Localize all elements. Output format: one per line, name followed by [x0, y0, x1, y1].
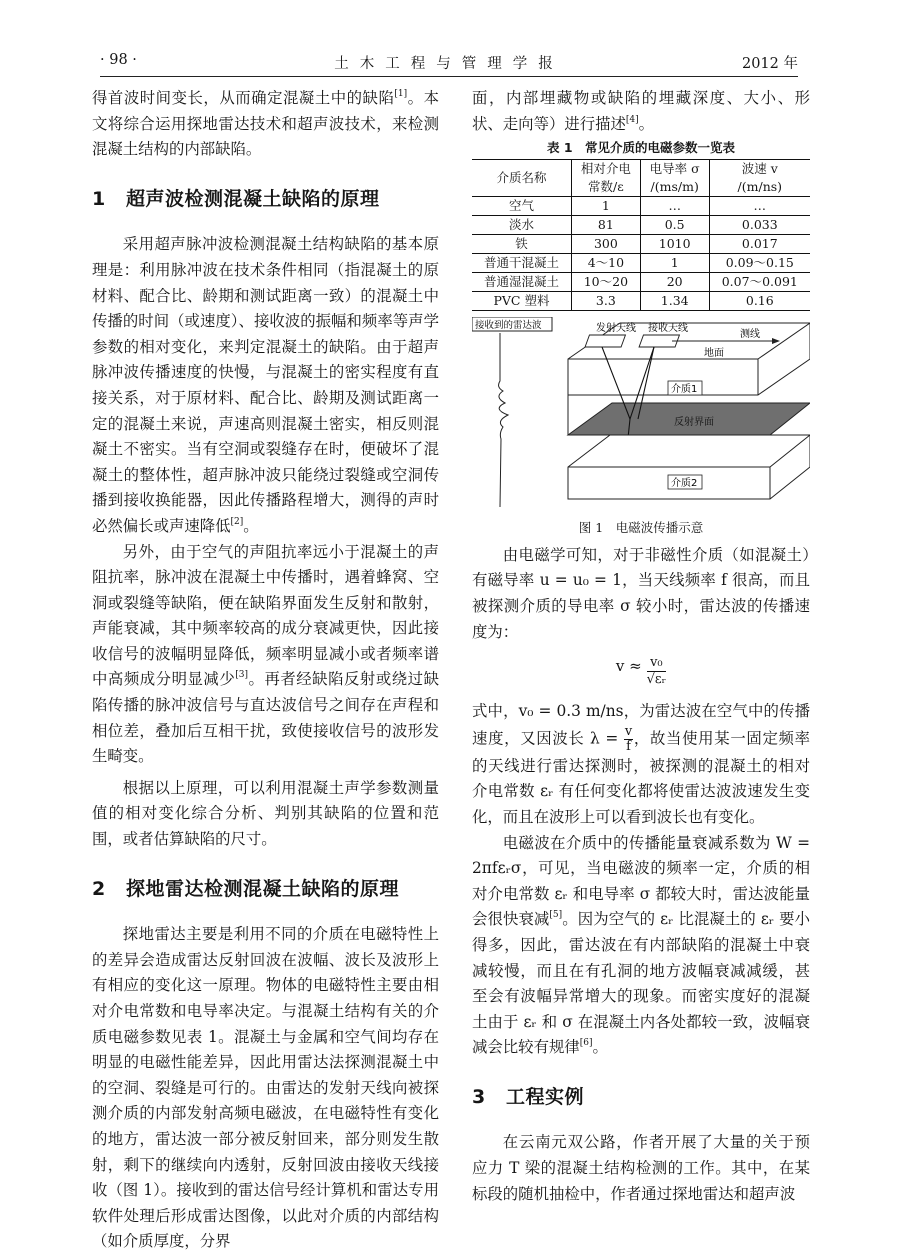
paragraph: 式中，v₀ = 0.3 m/ns，为雷达波在空气中的传播速度，又因波长 λ = $\frac{v}{f}$ ，故当使用某一固定频率的天线进行雷达探测时，被探测的混凝土的相对介电常数 εᵣ 有任何变化都将使雷达波波速发生变化，而且在波形上可以看到波长也有变化。 [472, 702, 810, 826]
figure-caption: 图 1 电磁波传播示意 [578, 520, 704, 536]
velocity-formula: v ≈ $\frac{\text{v₀}}{\text{√εᵣ}}$ [615, 655, 667, 688]
fig-label-line: 测线 [740, 329, 760, 341]
section-heading-3: 3 工程实例 [472, 1085, 585, 1108]
table-row: 淡水 81 0.5 0.033 [472, 216, 810, 235]
radar-propagation-diagram [472, 317, 810, 509]
citation[interactable]: [5] [549, 910, 563, 921]
paragraph: 根据以上原理，可以利用混凝土声学参数测量值的相对变化综合分析、判别其缺陷的位置和范围，或者估算缺陷的尺寸。 [92, 778, 439, 849]
fig-label-medium2: 介质2 [671, 478, 698, 490]
journal-title: 土木工程与管理学报 [334, 56, 564, 72]
table-header: 波速 v [709, 160, 810, 179]
paragraph: 采用超声脉冲波检测混凝土结构缺陷的基本原理是：利用脉冲波在技术条件相同（指混凝土的原材料、配合比、龄期和测试距离一致）的混凝土中传播的时间（或速度）、接收波的振幅和频率等声学参数的相对变化，来判定混凝土的缺陷。由于超声脉冲波传播速度的快慢，与混凝土的密实程度有直接关系，对于原材料、配合比、龄期及测试距离一定的混凝土来说，声速高则混凝土密实，相反则混凝土不密实。当有空洞或裂缝存在时，便破坏了混凝土的整体性，超声脉冲波只能绕过裂缝或空洞传播到接收换能器，因此传播路程增大，测得的声时必然偏长或声速降低[2]。 [92, 235, 439, 535]
tx-antenna [585, 335, 625, 347]
section-heading-1: 1 超声波检测混凝土缺陷的原理 [92, 187, 380, 210]
table-row: PVC 塑料 3.3 1.34 0.16 [472, 292, 810, 311]
fig-label-interface: 反射界面 [674, 417, 714, 429]
paragraph: 电磁波在介质中的传播能量衰减系数为 W = 2πfεᵣσ，可见，当电磁波的频率一定，介质的相对介电常数 εᵣ 和电导率 σ 都较大时，雷达波能量会很快衰减[5]。因为空气的 εᵣ 比混凝土的 εᵣ 要小得多，因此，雷达波在有内部缺陷的混凝土中衰减较慢，而且在有孔洞的地方波幅衰减减缓，甚至会有波幅异常增大的现象。而密实度好的混凝土由于 εᵣ 和 σ 在混凝土内各处都较一致，波幅衰减会比较有规律[6]。 [472, 833, 810, 1057]
paragraph: 探地雷达主要是利用不同的介质在电磁特性上的差异会造成雷达反射回波在波幅、波长及波形上有相应的变化这一原理。物体的电磁特性主要由相对介电常数和电导率决定。与混凝土结构有关的介质电磁参数见表 1。混凝土与金属和空气间均存在明显的电磁性能差异，因此用雷达法探测混凝土中的空洞、裂缝是可行的。由雷达的发射天线向被探测介质的内部发射高频电磁波，在电磁特性有变化的地方，雷达波一部分被反射回来，部分则发生散射，剩下的继续向内透射，反射回波由接收天线接收（图 1）。接收到的雷达信号经计算机和雷达专用软件处理后形成雷达图像，以此对介质的内部结构（如介质厚度，分界 [92, 925, 439, 1251]
paragraph: 由电磁学可知，对于非磁性介质（如混凝土）有磁导率 u = u₀ = 1，当天线频率 f 很高，而且被探测介质的导电率 σ 较小时，雷达波的传播速度为： [472, 545, 810, 641]
table-row: 铁 300 1010 0.017 [472, 235, 810, 254]
em-parameters-table [472, 159, 810, 311]
paragraph: 得首波时间变长，从而确定混凝土中的缺陷[1]。本文将综合运用探地雷达技术和超声波技术，来检测混凝土结构的内部缺陷。 [92, 89, 439, 159]
citation[interactable]: [4] [625, 114, 639, 125]
citation[interactable]: [6] [579, 1038, 593, 1049]
paragraph: 面，内部埋藏物或缺陷的埋藏深度、大小、形状、走向等）进行描述[4]。 [472, 89, 810, 133]
issue-year: 2012 年 [741, 56, 798, 72]
section-heading-2: 2 探地雷达检测混凝土缺陷的原理 [92, 877, 400, 900]
left-column [92, 86, 439, 1255]
citation[interactable]: [1] [394, 89, 408, 99]
citation[interactable]: [3] [235, 670, 248, 681]
paragraph: 在云南元双公路，作者开展了大量的关于预应力 T 梁的混凝土结构检测的工作。其中，在某标段的随机抽检中，作者通过探地雷达和超声波 [472, 1133, 810, 1203]
table-row: 普通湿混凝土 10～20 20 0.07～0.091 [472, 273, 810, 292]
table-header: 常数/ε [571, 178, 640, 197]
right-column [472, 86, 810, 1207]
table-header: 电导率 σ [640, 160, 709, 179]
running-header [100, 52, 798, 74]
table-header: /(ms/m) [640, 178, 709, 197]
fig-label-tx: 发射天线 [596, 323, 636, 335]
table-row: 普通干混凝土 4～10 1 0.09～0.15 [472, 254, 810, 273]
header-rule [100, 76, 798, 77]
paragraph: 另外，由于空气的声阻抗率远小于混凝土的声阻抗率，脉冲波在混凝土中传播时，遇着蜂窝、空洞或裂缝等缺陷，便在缺陷界面发生反射和散射，声能衰减，其中频率较高的成分衰减更快，因此接收信号的波幅明显降低，频率明显减小或者频率谱中高频成分明显减少[3]。再者经缺陷反射或绕过缺陷传播的脉冲波信号与直达波信号之间存在声程和相位差，叠加后互相干扰，致使接收信号的波形发生畸变。 [92, 542, 439, 766]
fig-label-rx: 接收天线 [648, 323, 688, 335]
table-header: /(m/ns) [709, 178, 810, 197]
figure-1 [472, 317, 810, 509]
fig-label-received: 接收到的雷达波 [475, 320, 542, 332]
table-header: 介质名称 [472, 160, 571, 197]
page-number: · 98 · [100, 52, 137, 68]
table-header: 相对介电 [571, 160, 640, 179]
fig-label-ground: 地面 [704, 348, 724, 360]
fig-label-medium1: 介质1 [671, 384, 698, 396]
table-row: 空气 1 … … [472, 197, 810, 216]
table-caption: 表 1 常见介质的电磁参数一览表 [546, 140, 736, 156]
citation[interactable]: [2] [230, 516, 244, 527]
